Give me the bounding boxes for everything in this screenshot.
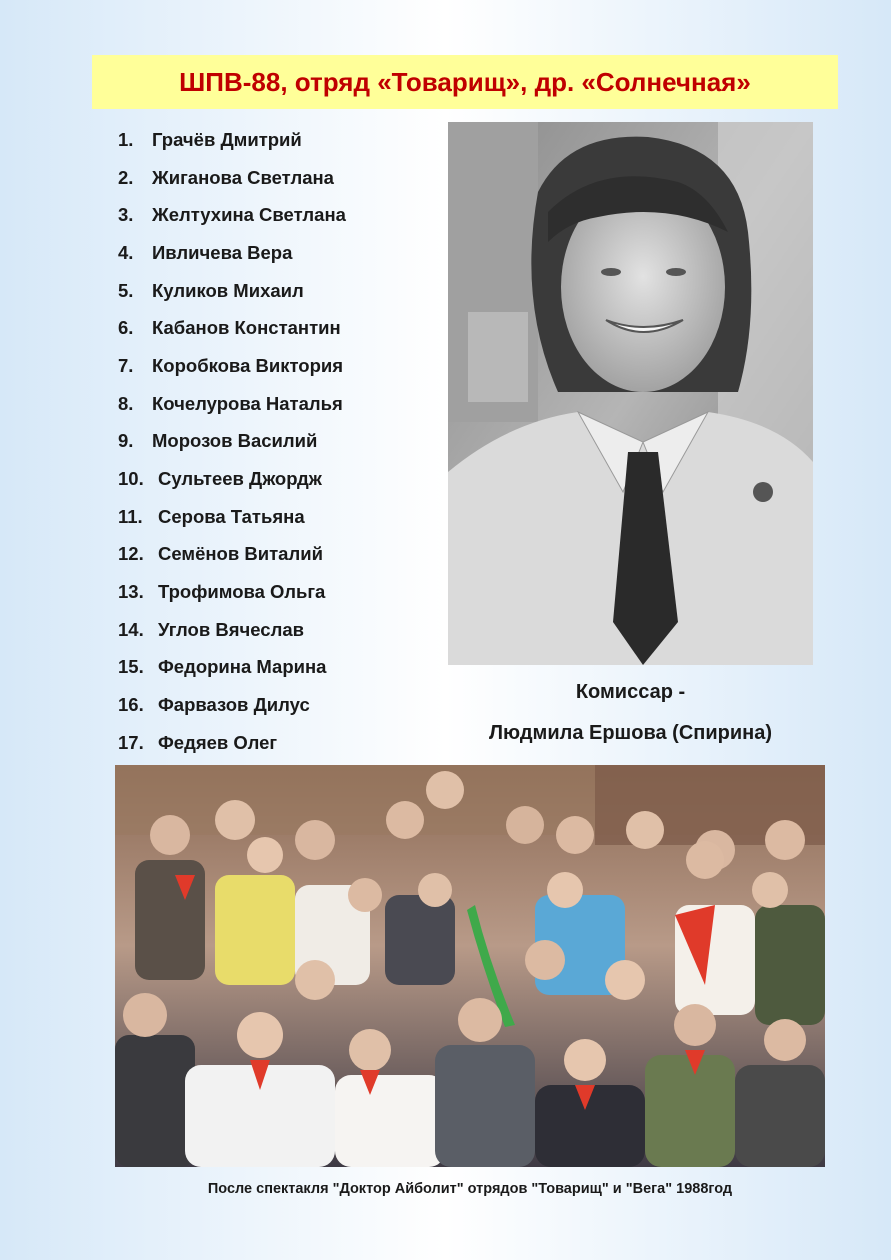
portrait-illustration [448, 122, 813, 665]
commissar-name: Людмила Ершова (Спирина) [488, 722, 773, 744]
list-item-number: 6. [118, 317, 134, 339]
list-item-name: Углов Вячеслав [158, 618, 305, 640]
list-item-name: Морозов Василий [152, 430, 318, 452]
group-photo-illustration [115, 765, 825, 1167]
list-item [118, 385, 438, 423]
list-item [118, 423, 438, 461]
member-list [118, 121, 438, 762]
page-title: ШПВ-88, отряд «Товарищ», др. «Солнечная» [179, 66, 751, 97]
list-item-name: Желтухина Светлана [152, 204, 346, 226]
list-item-number: 15. [118, 656, 144, 678]
list-item [118, 272, 438, 310]
photo-caption: После спектакля "Доктор Айболит" отрядов "Товарищ" и "Вега" 1988год [207, 1181, 733, 1197]
list-item-number: 11. [118, 505, 143, 527]
commissar-role: Комиссар - [575, 681, 686, 703]
list-item-name: Федяев Олег [158, 731, 278, 753]
list-item [118, 121, 438, 159]
list-item-number: 12. [118, 543, 144, 565]
list-item-name: Фарвазов Дилус [158, 694, 310, 716]
list-item [118, 724, 438, 762]
list-item-name: Ивличева Вера [152, 241, 293, 263]
list-item-name: Грачёв Дмитрий [152, 128, 302, 150]
list-item-number: 2. [118, 166, 134, 188]
list-item-number: 13. [118, 581, 144, 603]
list-item [118, 309, 438, 347]
list-item-number: 17. [118, 731, 144, 753]
list-item-number: 4. [118, 241, 134, 263]
list-item-name: Серова Татьяна [158, 505, 305, 527]
list-item [118, 196, 438, 234]
list-item [118, 159, 438, 197]
list-item [118, 649, 438, 687]
list-item-name: Трофимова Ольга [158, 581, 326, 603]
list-item [118, 460, 438, 498]
list-item [118, 498, 438, 536]
list-item-number: 3. [118, 204, 134, 226]
group-photo [115, 765, 825, 1167]
list-item [118, 611, 438, 649]
list-item-number: 8. [118, 392, 134, 414]
list-item-number: 10. [118, 468, 144, 490]
list-item-name: Сультеев Джордж [158, 468, 322, 490]
list-item [118, 536, 438, 574]
list-item-number: 7. [118, 354, 134, 376]
list-item-name: Жиганова Светлана [152, 166, 334, 188]
list-item [118, 686, 438, 724]
title-banner [92, 55, 838, 109]
list-item-name: Федорина Марина [158, 656, 327, 678]
list-item-number: 14. [118, 618, 144, 640]
list-item-name: Семёнов Виталий [158, 543, 323, 565]
list-item-number: 5. [118, 279, 134, 301]
list-item [118, 234, 438, 272]
commissar-portrait-photo [448, 122, 813, 665]
list-item-number: 16. [118, 694, 144, 716]
list-item [118, 573, 438, 611]
list-item-number: 1. [118, 128, 134, 150]
list-item-number: 9. [118, 430, 134, 452]
list-item-name: Куликов Михаил [152, 279, 304, 301]
list-item-name: Кочелурова Наталья [152, 392, 343, 414]
list-item [118, 347, 438, 385]
list-item-name: Кабанов Константин [152, 317, 341, 339]
list-item-name: Коробкова Виктория [152, 354, 344, 376]
